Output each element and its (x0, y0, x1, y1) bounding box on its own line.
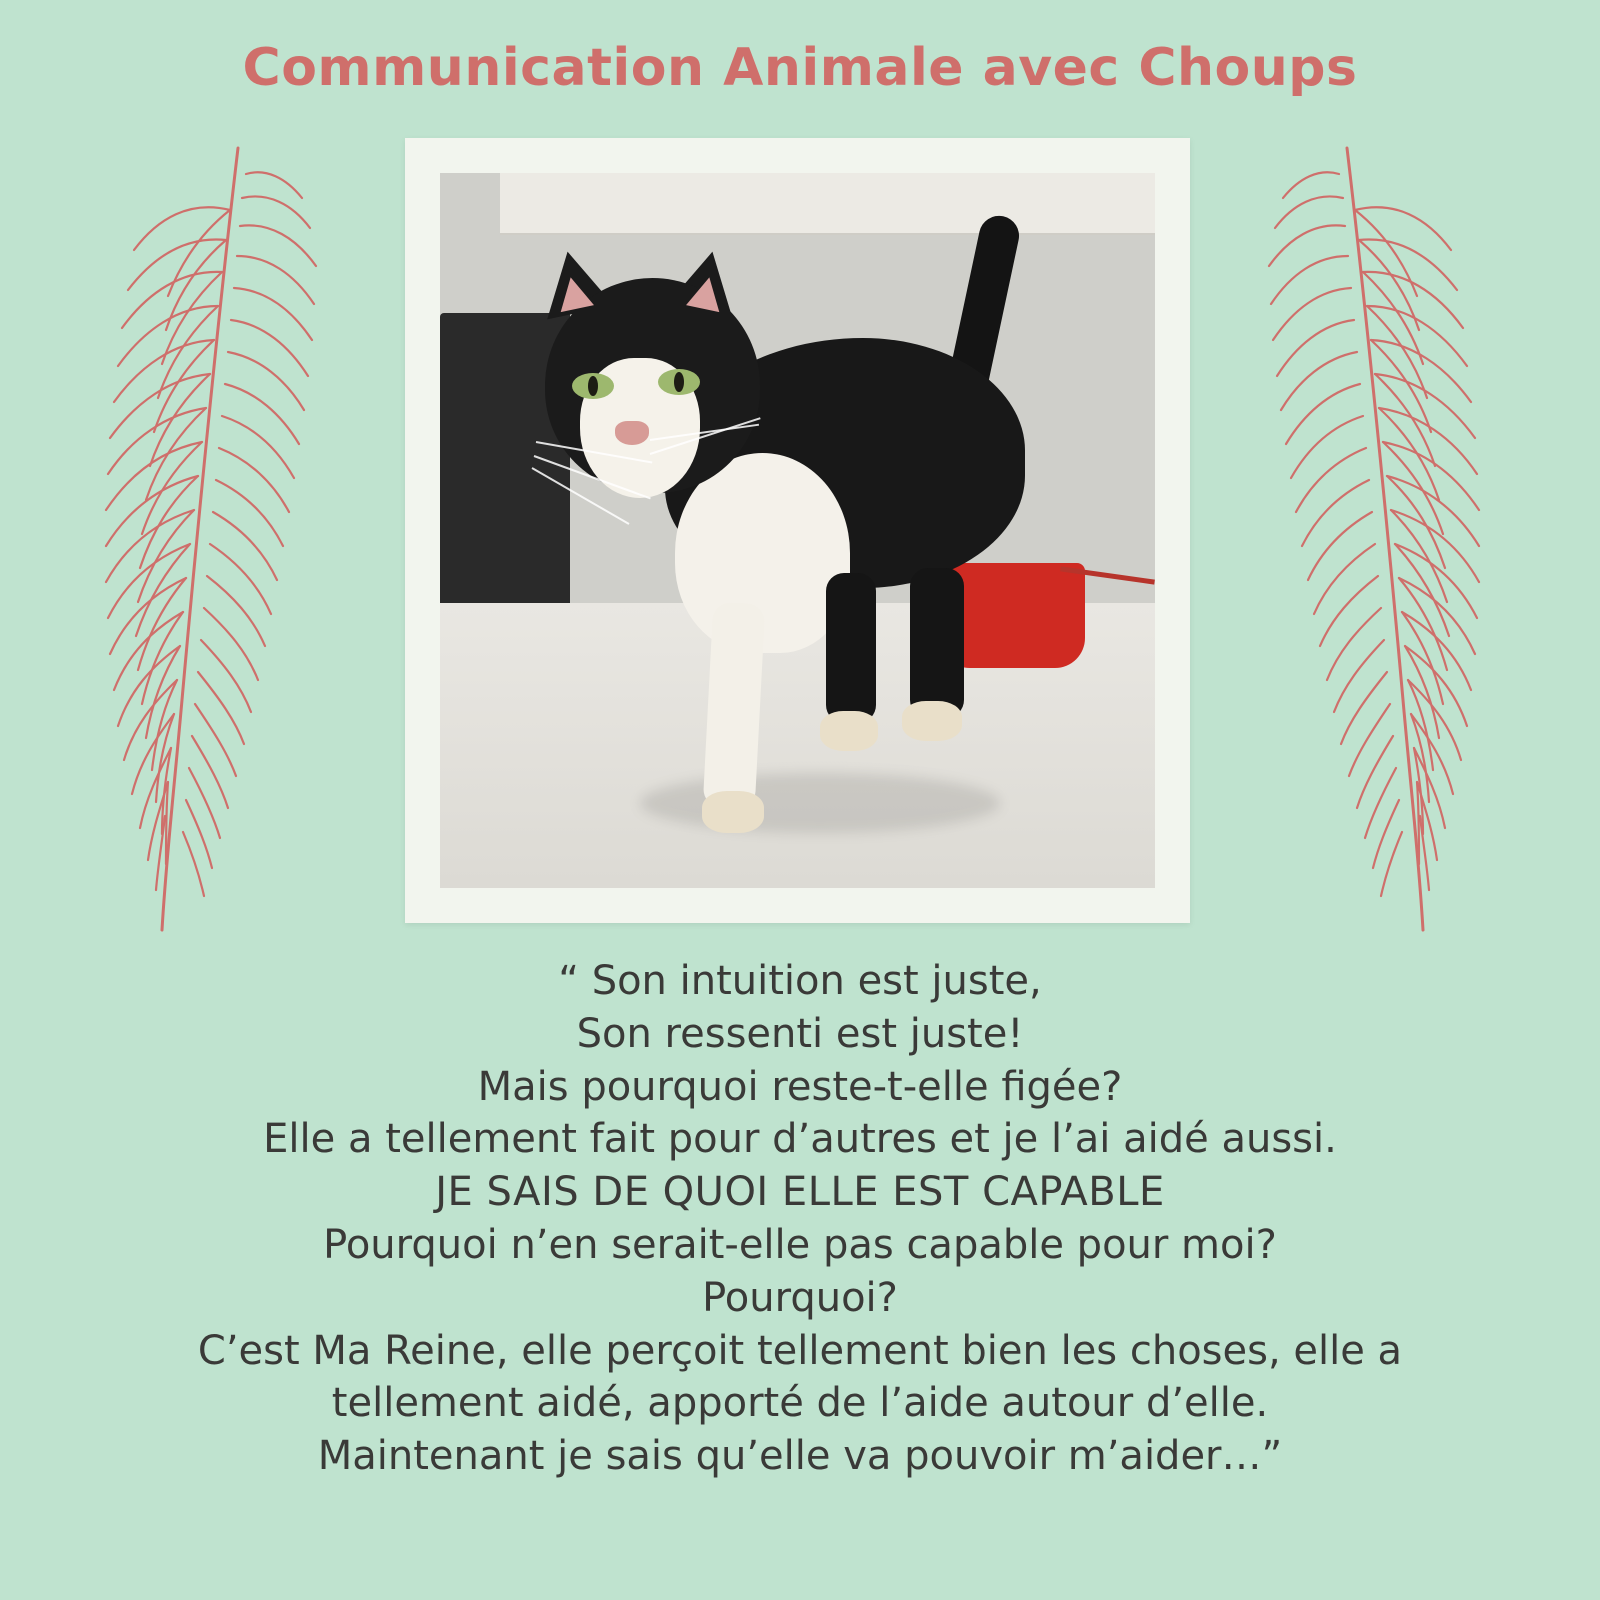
cat-photo (440, 173, 1155, 888)
quote-line-1: “ Son intuition est juste, (558, 958, 1042, 1004)
photo-frame (405, 138, 1190, 923)
feather-icon-right (1255, 140, 1515, 955)
quote-line-7: Pourquoi? (702, 1274, 898, 1321)
feather-icon-left (70, 140, 330, 955)
quote-line-6: Pourquoi n’en serait-elle pas capable pour moi? (323, 1221, 1277, 1268)
quote-line-5: JE SAIS DE QUOI ELLE EST CAPABLE (435, 1169, 1165, 1216)
quote-line-8: C’est Ma Reine, elle perçoit tellement bien les choses, elle a tellement aidé, apporté de l’aide autour d’elle. (197, 1327, 1403, 1427)
quote-line-3: Mais pourquoi reste-t-elle figée? (477, 1063, 1123, 1110)
quote-block (60, 955, 1540, 1483)
page-title: Communication Animale avec Choups (242, 38, 1358, 98)
quote-line-9: Maintenant je sais qu’elle va pouvoir m’aider…” (317, 1433, 1283, 1480)
quote-line-4: Elle a tellement fait pour d’autres et je l’ai aidé aussi. (263, 1116, 1337, 1163)
quote-line-2: Son ressenti est juste! (576, 1010, 1024, 1057)
